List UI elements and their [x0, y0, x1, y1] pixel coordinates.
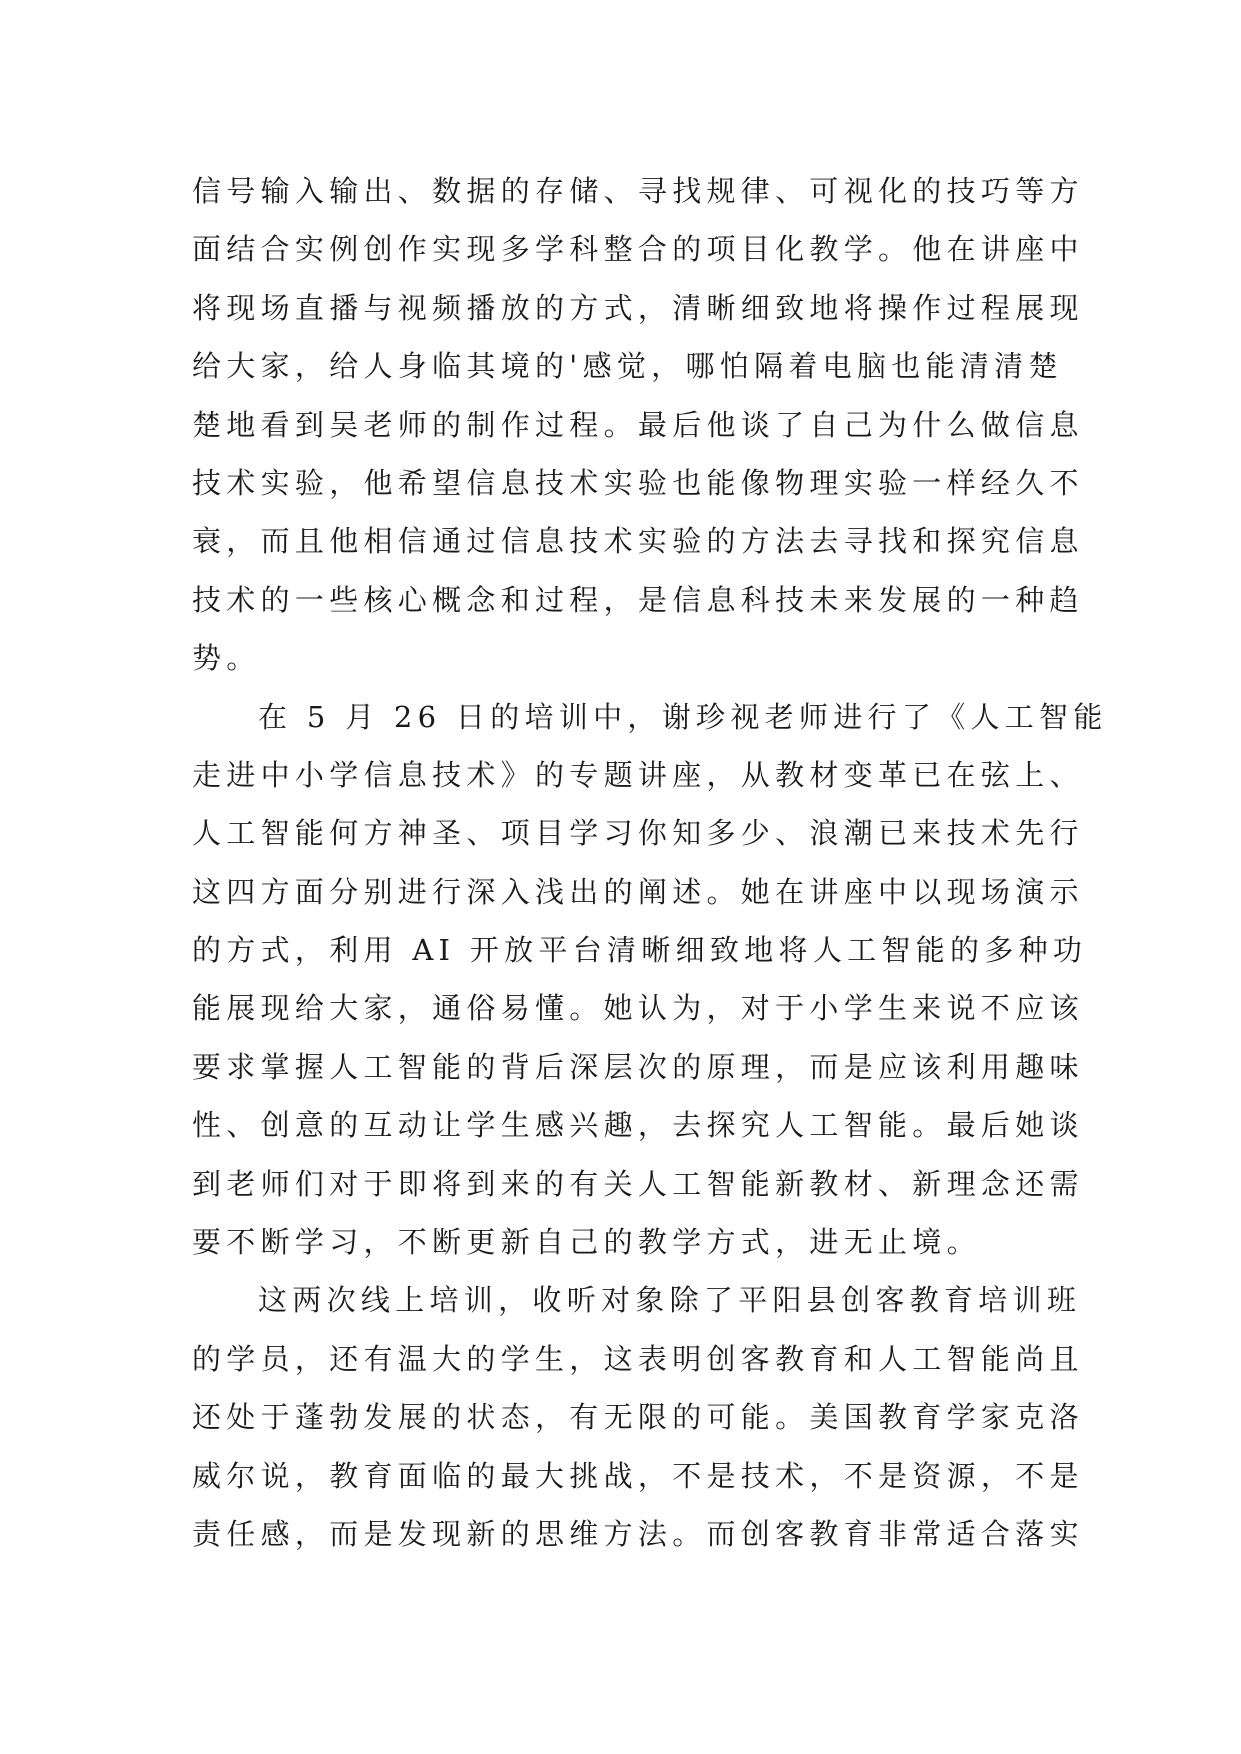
text-line: 威尔说，教育面临的最大挑战，不是技术，不是资源，不是: [192, 1458, 1084, 1493]
text-line: 到老师们对于即将到来的有关人工智能新教材、新理念还需: [192, 1166, 1084, 1201]
text-line: 人工智能何方神圣、项目学习你知多少、浪潮已来技术先行: [192, 816, 1084, 851]
text-line: 势。: [192, 641, 261, 676]
text-line: 的学员，还有温大的学生，这表明创客教育和人工智能尚且: [192, 1341, 1084, 1376]
paragraph-2: [192, 688, 1108, 1272]
text-line: 能展现给大家，通俗易懂。她认为，对于小学生来说不应该: [192, 991, 1084, 1026]
text-line: 在 5 月 26 日的培训中，谢珍视老师进行了《人工智能: [258, 699, 1108, 734]
paragraph-1: [192, 162, 1084, 688]
text-line: 走进中小学信息技术》的专题讲座，从教材变革已在弦上、: [192, 757, 1084, 792]
text-line: 给大家，给人身临其境的'感觉，哪怕隔着电脑也能清清楚: [192, 349, 1063, 384]
document-body: [192, 162, 1108, 1563]
text-line: 技术的一些核心概念和过程，是信息科技未来发展的一种趋: [192, 582, 1084, 617]
text-line: 衰，而且他相信通过信息技术实验的方法去寻找和探究信息: [192, 524, 1084, 559]
paragraph-3: [192, 1271, 1084, 1563]
text-line: 的方式，利用 AI 开放平台清晰细致地将人工智能的多种功: [192, 933, 1088, 968]
text-line: 这四方面分别进行深入浅出的阐述。她在讲座中以现场演示: [192, 874, 1084, 909]
text-line: 责任感，而是发现新的思维方法。而创客教育非常适合落实: [192, 1516, 1084, 1551]
text-line: 还处于蓬勃发展的状态，有无限的可能。美国教育学家克洛: [192, 1400, 1084, 1435]
text-line: 要不断学习，不断更新自己的教学方式，进无止境。: [192, 1225, 981, 1260]
text-line: 楚地看到吴老师的制作过程。最后他谈了自己为什么做信息: [192, 407, 1084, 442]
text-line: 性、创意的互动让学生感兴趣，去探究人工智能。最后她谈: [192, 1108, 1084, 1143]
text-line: 这两次线上培训，收听对象除了平阳县创客教育培训班: [258, 1283, 1082, 1318]
text-line: 要求掌握人工智能的背后深层次的原理，而是应该利用趣味: [192, 1049, 1084, 1084]
text-line: 将现场直播与视频播放的方式，清晰细致地将操作过程展现: [192, 290, 1084, 325]
text-line: 信号输入输出、数据的存储、寻找规律、可视化的技巧等方: [192, 174, 1084, 208]
text-line: 面结合实例创作实现多学科整合的项目化教学。他在讲座中: [192, 232, 1084, 267]
text-line: 技术实验，他希望信息技术实验也能像物理实验一样经久不: [192, 465, 1084, 500]
